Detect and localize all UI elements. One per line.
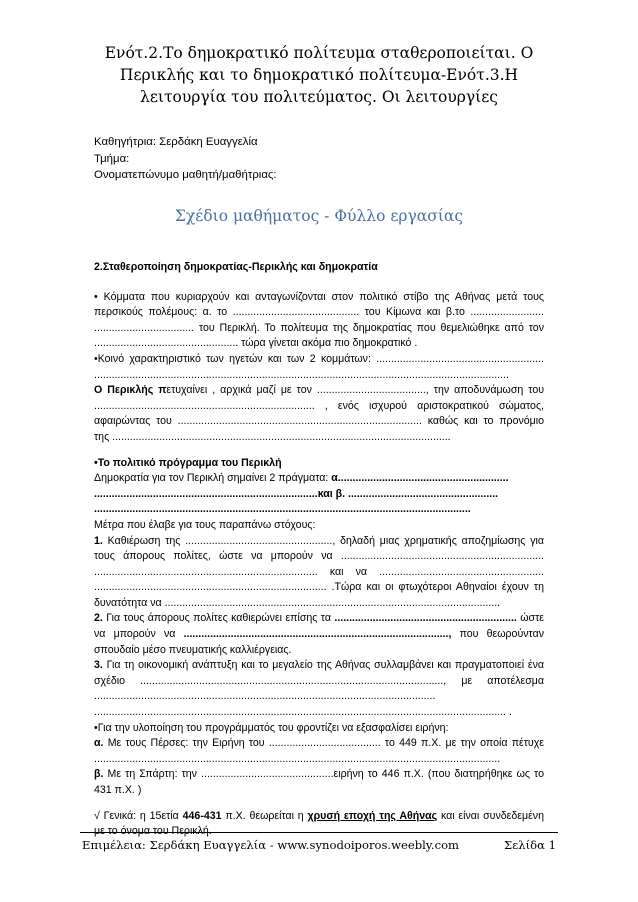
document-title: Ενότ.2.Το δημοκρατικό πολίτευμα σταθεροποιείται. Ο Περικλής και το δημοκρατικό πολίτευμα-Ενότ.3.Η λειτουργία του πολιτεύματος. Οι λειτουργίες bbox=[104, 44, 534, 106]
common-trait-paragraph: •Κοινό χαρακτηριστικό των ηγετών και των 2 κομμάτων: ......................................................... ............................................................................................................................................. bbox=[94, 352, 544, 381]
section-heading: 2.Σταθεροποίηση δημοκρατίας-Περικλής και δημοκρατία bbox=[94, 261, 378, 273]
teacher-line: Καθηγήτρια: Σερδάκη Ευαγγελία bbox=[94, 136, 258, 148]
pericles-paragraph bbox=[94, 383, 544, 445]
footer-divider bbox=[80, 832, 558, 833]
measure-2: 2. Για τους άπορους πολίτες καθιερώνει επίσης τα .............................................................. ώστε να μπορούν να .........................................................................................., που θεωρούνταν σπουδαίο μέσο πνευματικής καλλιέργειας. bbox=[94, 612, 544, 656]
peace-sparta: β. Με τη Σπάρτη: την .............................................ειρήνη το 446 π.Χ. (που διατηρήθηκε ως το 431 π.Χ. ) bbox=[94, 768, 544, 796]
student-line: Ονοματεπώνυμο μαθητή/μαθήτριας: bbox=[94, 169, 277, 181]
worksheet-body bbox=[94, 260, 544, 840]
pericles-text: ετυχαίνει , αρχικά μαζί με τον ....................................., την αποδυνάμωση του ........................................................................... , ενός ισχυρού αριστοκρατικού σώματος, αφαιρώντας του ................................................................................... καθώς και το προνόμιο της ................................................................................................................... bbox=[94, 384, 545, 443]
class-line: Τμήμα: bbox=[94, 152, 130, 165]
measure-1: 1. Καθιέρωση της .................................................., δηλαδή μιας χρηματικής αποζημίωσης για τους άπορους πολίτες, ώστε να μπορούν να ..................................................................... ............................................................................ και να ........................................................ ............................................................................... .Τώρα και οι φτωχότεροι Αθηναίοι έχουν τη δυνατότητα να .................................................................................................................. bbox=[94, 534, 544, 609]
meta-block bbox=[94, 134, 277, 184]
program-heading: •Το πολιτικό πρόγραμμα του Περικλή bbox=[94, 456, 282, 469]
peace-persians: α. Με τους Πέρσες: την Ειρήνη του ...................................... το 449 π.Χ. με την οποία πέτυχε .......................................................................................................................................... bbox=[94, 737, 544, 765]
measures-heading: Μέτρα που έλαβε για τους παραπάνω στόχους: bbox=[94, 518, 316, 531]
footer-credits: Επιμέλεια: Σερδάκη Ευαγγελία - www.synodoiporos.weebly.com bbox=[82, 838, 460, 852]
peace-heading: •Για την υλοποίηση του προγράμματός του φροντίζει να εξασφαλίσει ειρήνη: bbox=[94, 721, 449, 734]
parties-paragraph: • Κόμματα που κυριαρχούν και ανταγωνίζονται στον πολιτικό στίβο της Αθήνας μετά τους περσικούς πολέμους: α. το ........................................... του Κίμωνα και β.το ......................... .................................. του Περικλή. Το πολίτευμα της δημοκρατίας που θεμελιώθηκε από τον ................................................. τώρα γίνεται ακόμα πιο δημοκρατικό . bbox=[94, 290, 544, 350]
democracy-meaning: Δημοκρατία για τον Περικλή σημαίνει 2 πράγματα: α.......................................................... bbox=[94, 472, 509, 485]
democracy-meaning-line3: ................................................................................................................................ bbox=[94, 503, 471, 516]
worksheet-subtitle: Σχέδιο μαθήματος - Φύλλο εργασίας bbox=[174, 207, 464, 225]
page-number: Σελίδα 1 bbox=[504, 838, 556, 852]
measure-3: 3. Για τη οικονομική ανάπτυξη και το μεγαλείο της Αθήνας συλλαμβάνει και πραγματοποιεί ένα σχέδιο ......................................................................................................., με αποτέλεσμα .................................................................................................................... ............................................................................................................................................ . bbox=[94, 659, 544, 719]
golden-age-paragraph: √ Γενικά: η 15ετία 446-431 π.Χ. θεωρείται η χρυσή εποχή της Αθήνας και είναι συνδεδεμένη με το όνομα του Περικλή. bbox=[94, 809, 544, 838]
democracy-meaning-cont: ............................................................................και β. ................................................... bbox=[94, 487, 499, 500]
pericles-name: Ο Περικλής π bbox=[94, 384, 167, 397]
